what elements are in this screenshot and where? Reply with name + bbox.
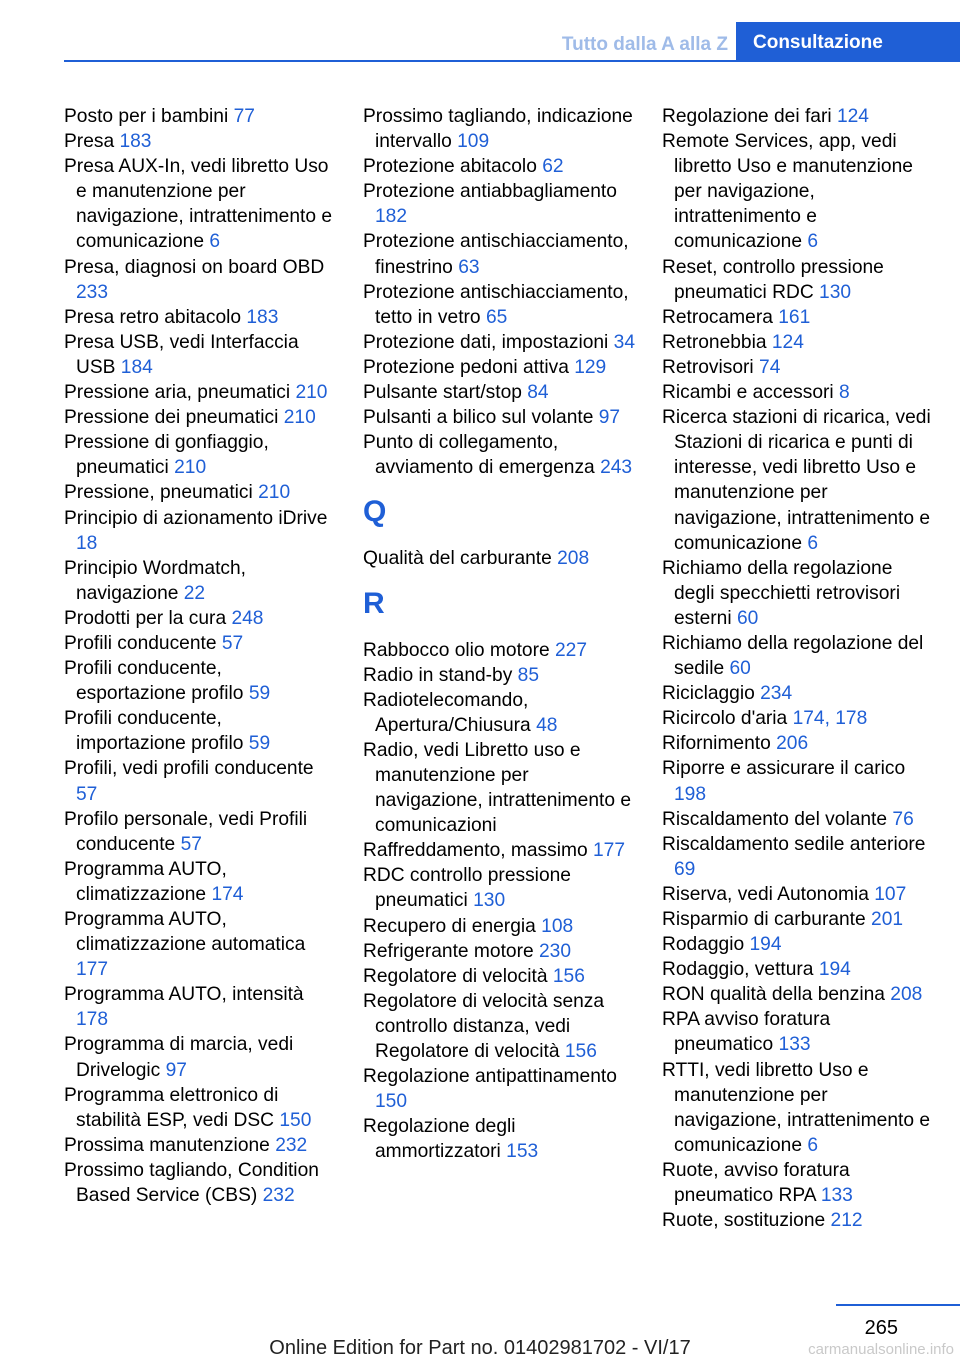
page-reference-link[interactable]: 22 [183, 582, 206, 604]
index-term: RPA avviso foratura pneumatico [662, 1009, 831, 1056]
index-entry [662, 756, 934, 806]
index-column-2 [363, 104, 635, 1164]
index-entry [64, 631, 336, 656]
page-reference-link[interactable]: 194 [818, 959, 851, 981]
page-reference-link[interactable]: 57 [76, 783, 98, 805]
index-entry [64, 756, 336, 806]
index-entry [64, 305, 336, 330]
index-column-1 [64, 104, 336, 1208]
page-reference-link[interactable]: 177 [76, 959, 109, 981]
index-entry [662, 957, 934, 982]
index-term: Radiotelecomando, Apertura/Chiusura [363, 689, 531, 736]
index-term: Protezione antischiacciamento, tetto in vetro [363, 281, 629, 328]
index-term: Programma AUTO, intensità [64, 984, 304, 1006]
index-term: Punto di collegamento, avviamento di emergenza [363, 432, 595, 479]
index-entry [64, 706, 336, 756]
page-reference-link[interactable]: 210 [174, 457, 207, 479]
index-entry [363, 964, 635, 989]
page-reference-link[interactable]: 59 [248, 683, 271, 705]
index-term: Retronebbia [662, 331, 767, 353]
index-term: Qualità del carburante [363, 548, 552, 570]
page-reference-link[interactable]: 60 [729, 658, 751, 680]
page-reference-link[interactable]: 6 [209, 231, 221, 253]
index-entry [363, 914, 635, 939]
page-reference-link[interactable]: 69 [674, 858, 696, 880]
page-reference-link[interactable]: 109 [457, 131, 490, 153]
header-tab: Consultazione [736, 22, 960, 62]
index-entry [363, 688, 635, 738]
index-entry [64, 982, 336, 1032]
page-reference-link[interactable]: 34 [613, 331, 635, 353]
page-reference-link[interactable]: 108 [541, 915, 574, 937]
index-entry [64, 405, 336, 430]
index-entry [662, 731, 934, 756]
page-reference-link[interactable]: 234 [760, 683, 793, 705]
index-term: Principio di azionamento iDrive [64, 507, 328, 529]
index-term: Profili conducente [64, 632, 217, 654]
index-term: Programma AUTO, climatizzazione automatica [64, 909, 306, 956]
page-reference-link[interactable]: 62 [542, 156, 564, 178]
index-term: Profili conducente, esportazione profilo [64, 658, 244, 705]
index-term: Reset, controllo pressione pneumatici RDC [662, 256, 884, 303]
page-reference-link[interactable]: 153 [506, 1141, 539, 1163]
index-entry [662, 1158, 934, 1208]
index-entry [662, 1208, 934, 1233]
page-reference-link[interactable]: 174, 178 [792, 708, 868, 730]
index-term: Rabbocco olio motore [363, 639, 550, 661]
index-entry [363, 330, 635, 355]
index-term: Regolazione antipattinamento [363, 1066, 617, 1088]
page-reference-link[interactable]: 210 [295, 382, 328, 404]
index-entry [662, 556, 934, 631]
index-term: Profili, vedi profili conducente [64, 758, 314, 780]
index-term: Regolazione degli ammortizzatori [363, 1116, 516, 1163]
index-term: Remote Services, app, vedi libretto Uso e manutenzione per navigazione, intrattenimento e comunicazione [662, 131, 913, 253]
index-entry [662, 907, 934, 932]
page-reference-link[interactable]: 156 [564, 1041, 597, 1062]
index-entry [662, 832, 934, 882]
page-reference-link[interactable]: 208 [557, 548, 590, 570]
index-term: Rifornimento [662, 733, 771, 755]
index-entry [64, 907, 336, 982]
page-reference-link[interactable]: 77 [233, 106, 255, 127]
page-reference-link[interactable]: 161 [778, 306, 811, 328]
index-term: RDC controllo pressione pneumatici [363, 865, 571, 912]
index-entry [64, 656, 336, 706]
index-term: Radio in stand-by [363, 664, 513, 686]
index-entry [363, 638, 635, 663]
index-entry [363, 939, 635, 964]
index-entry [662, 104, 934, 129]
index-term: Pressione di gonfiaggio, pneumatici [64, 432, 269, 479]
index-entry [662, 932, 934, 957]
index-entry [64, 330, 336, 380]
index-term: Riscaldamento del volante [662, 808, 888, 830]
index-entry [64, 129, 336, 154]
index-entry [662, 330, 934, 355]
index-term: Programma AUTO, climatizzazione [64, 858, 227, 905]
page-reference-link[interactable]: 198 [674, 783, 707, 805]
index-entry [64, 1032, 336, 1082]
index-term: Presa [64, 131, 115, 153]
index-entry [662, 355, 934, 380]
page-reference-link[interactable]: 183 [246, 306, 279, 328]
index-entry [662, 305, 934, 330]
page-reference-link[interactable]: 57 [180, 833, 202, 855]
index-entry [662, 706, 934, 731]
index-entry [64, 380, 336, 405]
index-letter: Q [363, 495, 387, 529]
index-entry [363, 989, 635, 1064]
index-entry [64, 506, 336, 556]
index-term: Richiamo della regolazione degli specchietti retrovisori esterni [662, 557, 901, 629]
index-entry [363, 179, 635, 229]
index-entry [363, 738, 635, 838]
index-entry [64, 1083, 336, 1133]
index-entry [662, 1007, 934, 1057]
index-term: Pressione aria, pneumatici [64, 382, 291, 404]
page-reference-link[interactable]: 133 [778, 1034, 811, 1056]
page-reference-link[interactable]: 130 [819, 281, 852, 303]
page-reference-link[interactable]: 18 [76, 532, 98, 554]
index-entry [363, 863, 635, 913]
page-reference-link[interactable]: 65 [485, 306, 508, 328]
page-reference-link[interactable]: 97 [165, 1059, 187, 1081]
page-number-rule [836, 1304, 960, 1306]
page-reference-link[interactable]: 8 [839, 382, 850, 404]
index-term: Regolazione dei fari [662, 106, 832, 127]
page-reference-link[interactable]: 6 [807, 1134, 819, 1156]
index-entry [64, 556, 336, 606]
page-reference-link[interactable]: 232 [262, 1185, 295, 1207]
index-term: Radio, vedi Libretto uso e manutenzione per navigazione, intrattenimento e comunicazioni [363, 739, 631, 837]
page-reference-link[interactable]: 232 [275, 1134, 308, 1156]
index-term: Prodotti per la cura [64, 607, 227, 629]
page-reference-link[interactable]: 97 [598, 407, 621, 429]
page-reference-link[interactable]: 184 [120, 356, 153, 378]
page-reference-link[interactable]: 63 [458, 256, 480, 278]
index-entry [363, 1064, 635, 1114]
index-entry [363, 104, 635, 154]
index-term: Richiamo della regolazione del sedile [662, 632, 924, 680]
index-term: Pressione dei pneumatici [64, 407, 279, 429]
index-term: Protezione antischiacciamento, finestrino [363, 231, 629, 278]
index-entry [64, 255, 336, 305]
index-term: Presa AUX-In, vedi libretto Uso e manutenzione per navigazione, intrattenimento e comunicazione [64, 156, 332, 253]
index-term: Profili conducente, importazione profilo [64, 708, 244, 755]
page-reference-link[interactable]: 48 [536, 714, 558, 736]
edition-footer: Online Edition for Part no. 01402981702 - VI/17 [269, 1337, 691, 1359]
page-reference-link[interactable]: 182 [375, 206, 408, 228]
page-reference-link[interactable]: 6 [807, 532, 819, 554]
index-term: Retrocamera [662, 306, 773, 328]
watermark: carmanualsonline.info [808, 1341, 954, 1358]
page-reference-link[interactable]: 156 [552, 965, 585, 987]
page-reference-link[interactable]: 206 [776, 733, 809, 755]
page-reference-link[interactable]: 177 [593, 840, 626, 862]
index-term: Pulsante start/stop [363, 382, 522, 404]
index-term: Protezione dati, impostazioni [363, 331, 609, 353]
index-entry [363, 355, 635, 380]
page-reference-link[interactable]: 210 [258, 482, 291, 504]
index-term: Prossimo tagliando, Condition Based Service (CBS) [64, 1159, 319, 1207]
index-entry [662, 405, 934, 556]
index-term: Pressione, pneumatici [64, 482, 253, 504]
index-term: Raffreddamento, massimo [363, 840, 588, 862]
index-term: Rodaggio, vettura [662, 959, 814, 981]
index-term: Ruote, sostituzione [662, 1210, 826, 1232]
page-reference-link[interactable]: 57 [221, 632, 244, 654]
index-entry [662, 982, 934, 1007]
page-reference-link[interactable]: 150 [279, 1109, 312, 1131]
index-term: Protezione antiabbagliamento [363, 181, 617, 203]
index-entry [662, 1058, 934, 1158]
index-entry [662, 882, 934, 907]
index-entry [64, 1133, 336, 1158]
page-reference-link[interactable]: 76 [892, 808, 914, 830]
index-entry [662, 129, 934, 254]
index-term: Ricambi e accessori [662, 382, 834, 404]
page-reference-link[interactable]: 183 [119, 131, 152, 153]
index-entry [363, 1114, 635, 1164]
page-reference-link[interactable]: 248 [231, 607, 264, 629]
index-term: RON qualità della benzina [662, 984, 885, 1006]
index-term: Riscaldamento sedile anteriore [662, 833, 926, 855]
page-reference-link[interactable]: 74 [759, 356, 781, 378]
page-reference-link[interactable]: 194 [749, 934, 782, 956]
index-entry [662, 681, 934, 706]
page-reference-link[interactable]: 124 [771, 331, 804, 353]
index-term: Presa, diagnosi on board OBD [64, 256, 325, 278]
index-term: Regolatore di velocità senza controllo distanza, vedi Regolatore di velocità [363, 990, 605, 1062]
index-entry [64, 1158, 336, 1208]
index-entry [363, 546, 635, 571]
page-reference-link[interactable]: 233 [76, 281, 109, 303]
index-term: Protezione abitacolo [363, 156, 537, 178]
index-entry [64, 480, 336, 505]
index-term: Ruote, avviso foratura pneumatico RPA [662, 1159, 850, 1207]
index-term: Refrigerante motore [363, 940, 534, 962]
index-entry [363, 280, 635, 330]
page-reference-link[interactable]: 178 [76, 1009, 109, 1031]
index-term: Riporre e assicurare il carico [662, 758, 906, 780]
index-term: Programma di marcia, vedi Drivelogic [64, 1034, 294, 1081]
page-reference-link[interactable]: 107 [874, 883, 907, 905]
index-entry [64, 807, 336, 857]
index-entry [64, 430, 336, 480]
index-term: Programma elettronico di stabilità ESP, vedi DSC [64, 1084, 279, 1131]
index-entry [64, 104, 336, 129]
page-reference-link[interactable]: 230 [538, 940, 571, 962]
index-term: Ricerca stazioni di ricarica, vedi Stazioni di ricarica e punti di interesse, vedi libretto Uso e manutenzione per navigazione, intrattenimento e comunicazione [662, 407, 931, 554]
index-entry [363, 154, 635, 179]
index-entry [662, 255, 934, 305]
page-number: 265 [864, 1317, 898, 1339]
index-term: Recupero di energia [363, 915, 536, 937]
index-entry [363, 430, 635, 480]
index-entry [662, 631, 934, 681]
index-term: Pulsanti a bilico sul volante [363, 407, 594, 429]
page-reference-link[interactable]: 174 [211, 883, 244, 905]
page-reference-link[interactable]: 212 [830, 1210, 863, 1232]
index-entry [363, 663, 635, 688]
page-reference-link[interactable]: 84 [527, 382, 549, 404]
index-letter: R [363, 586, 385, 620]
index-term: Ricircolo d'aria [662, 708, 788, 730]
index-term: Presa USB, vedi Interfaccia USB [64, 331, 299, 378]
page-reference-link[interactable]: 243 [600, 457, 633, 479]
page-reference-link[interactable]: 210 [283, 407, 316, 429]
index-term: Riserva, vedi Autonomia [662, 883, 869, 905]
index-entry [363, 838, 635, 863]
index-term: Riciclaggio [662, 683, 755, 705]
index-term: Profilo personale, vedi Profili conducente [64, 808, 308, 855]
page-reference-link[interactable]: 59 [248, 733, 271, 755]
index-term: Prossima manutenzione [64, 1134, 270, 1156]
index-term: Posto per i bambini [64, 106, 229, 127]
page-reference-link[interactable]: 150 [375, 1091, 408, 1113]
index-entry [363, 229, 635, 279]
page-reference-link[interactable]: 60 [736, 607, 759, 629]
index-term: Retrovisori [662, 356, 754, 378]
index-term: Regolatore di velocità [363, 965, 548, 987]
index-entry [64, 606, 336, 631]
index-column-3 [662, 104, 934, 1233]
page-reference-link[interactable]: 6 [807, 231, 819, 253]
page-reference-link[interactable]: 227 [555, 639, 588, 661]
index-entry [64, 857, 336, 907]
index-entry [662, 380, 934, 405]
index-entry [662, 807, 934, 832]
page-reference-link[interactable]: 133 [820, 1185, 853, 1207]
index-entry [363, 380, 635, 405]
page-reference-link[interactable]: 208 [890, 984, 923, 1006]
page-reference-link[interactable]: 124 [836, 106, 869, 127]
index-entry [64, 154, 336, 254]
page-reference-link[interactable]: 129 [574, 356, 607, 378]
index-term: Rodaggio [662, 934, 745, 956]
page-reference-link[interactable]: 85 [517, 664, 540, 686]
index-term: Principio Wordmatch, navigazione [64, 557, 246, 604]
index-term: RTTI, vedi libretto Uso e manutenzione per navigazione, intrattenimento e comunicazione [662, 1059, 930, 1156]
index-term: Protezione pedoni attiva [363, 356, 569, 378]
index-term: Presa retro abitacolo [64, 306, 242, 328]
header-section-title: Tutto dalla A alla Z [561, 34, 728, 55]
index-term: Prossimo tagliando, indicazione intervallo [363, 106, 633, 153]
page-reference-link[interactable]: 130 [473, 890, 506, 912]
index-term: Risparmio di carburante [662, 909, 866, 930]
index-entry [363, 405, 635, 430]
page-reference-link[interactable]: 201 [871, 909, 904, 930]
